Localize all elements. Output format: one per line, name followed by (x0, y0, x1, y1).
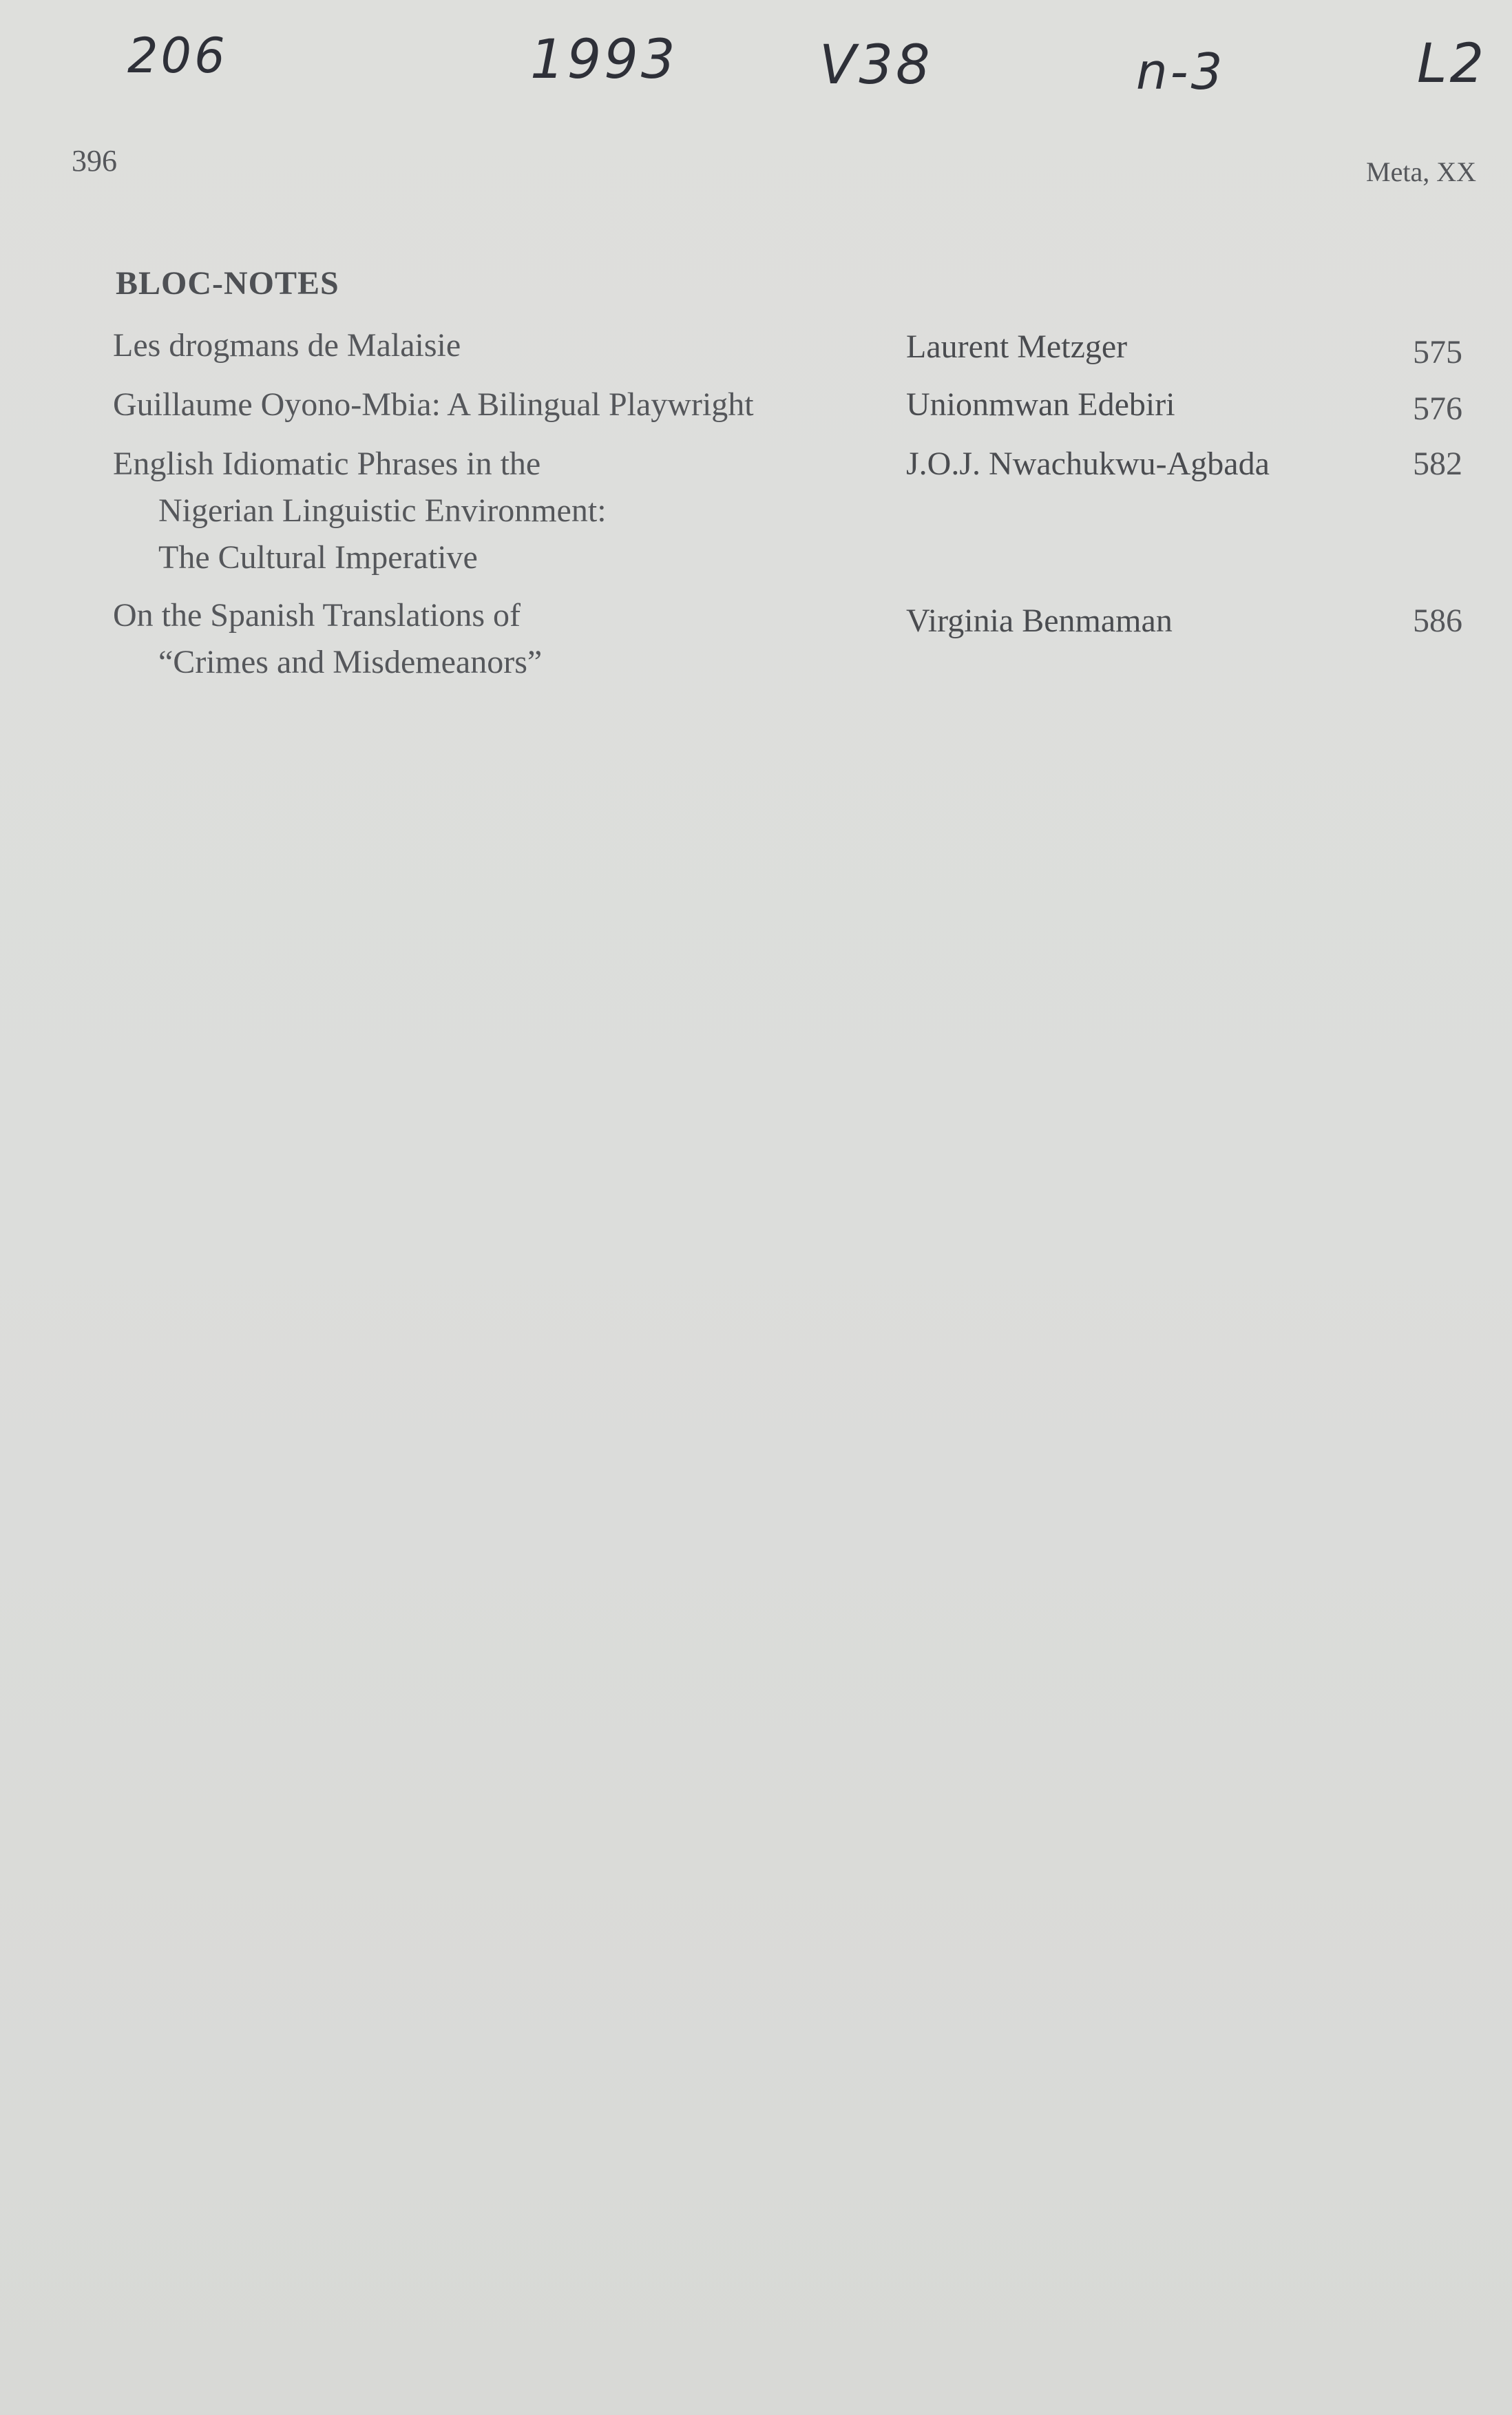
entry-author: Laurent Metzger (906, 328, 1128, 365)
entry-title (113, 381, 898, 428)
entry-title-line: Guillaume Oyono-Mbia: A Bilingual Playwright (113, 386, 754, 423)
entry-title-line: Nigerian Linguistic Environment: (158, 492, 607, 529)
running-head: Meta, XX (1366, 156, 1476, 187)
handwritten-mark: L2 (1417, 33, 1487, 95)
entry-title-line: The Cultural Imperative (158, 539, 478, 576)
entry-author: Unionmwan Edebiri (906, 386, 1175, 423)
entry-page-number: 576 (1413, 390, 1462, 427)
handwritten-mark: 206 (127, 28, 228, 84)
entry-title (113, 322, 898, 369)
handwritten-mark: n-3 (1136, 43, 1226, 101)
handwritten-mark: V38 (819, 34, 933, 96)
entry-title-line: “Crimes and Misdemeanors” (158, 644, 543, 680)
entry-author: Virginia Benmaman (906, 603, 1173, 639)
entry-title-line: Les drogmans de Malaisie (113, 327, 461, 364)
entry-title (113, 592, 898, 686)
entry-page-number: 575 (1413, 334, 1462, 370)
page-number: 396 (72, 144, 117, 178)
section-title: BLOC-NOTES (116, 265, 339, 302)
entry-title-line: English Idiomatic Phrases in the (113, 446, 541, 482)
entry-page-number: 582 (1413, 446, 1462, 482)
handwritten-mark: 1993 (530, 29, 678, 91)
entry-author: J.O.J. Nwachukwu-Agbada (906, 446, 1270, 482)
entry-title-line: On the Spanish Translations of (113, 597, 521, 634)
entry-title (113, 441, 898, 581)
entry-page-number: 586 (1413, 603, 1462, 639)
